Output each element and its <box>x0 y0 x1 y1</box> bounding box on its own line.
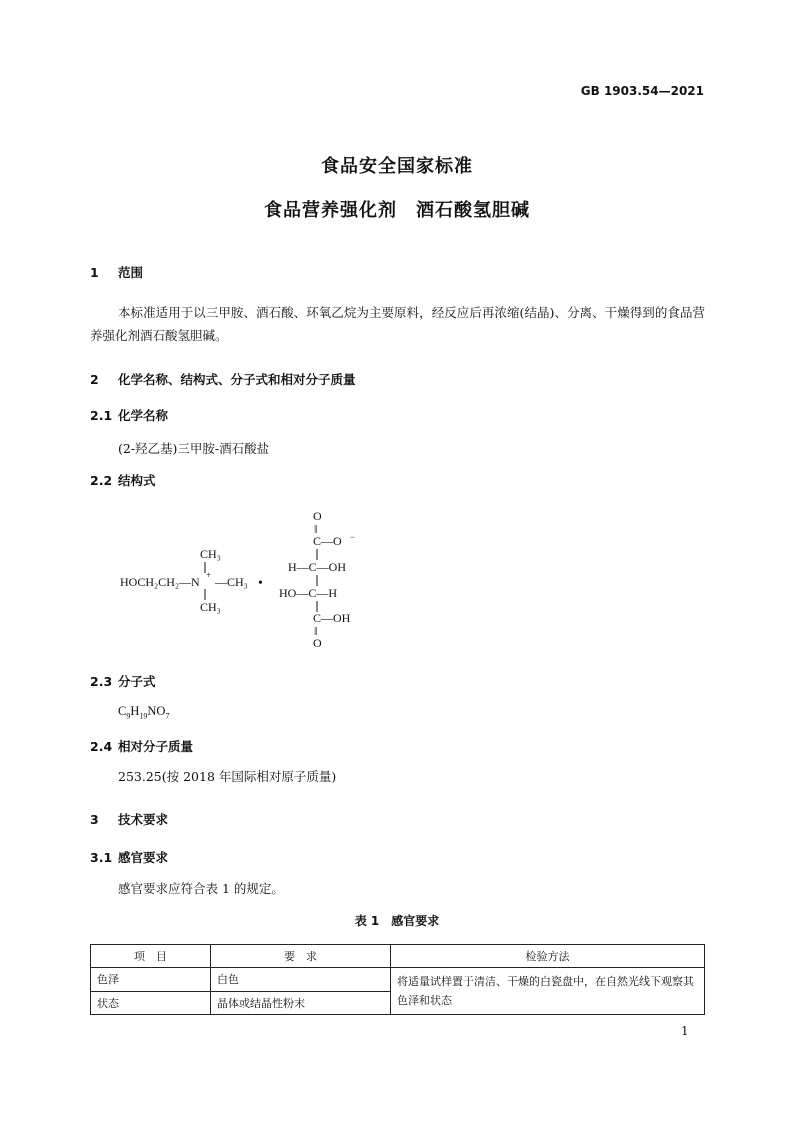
sub-title: 食品营养强化剂 酒石酸氢胆碱 <box>264 200 530 221</box>
section-title: 分子式 <box>118 674 156 689</box>
section-number: 3 <box>90 812 99 827</box>
minus-charge: − <box>350 532 356 542</box>
chiral-row-1: H—C—OH <box>288 560 347 574</box>
row-method: 将适量试样置于清洁、干燥的白瓷盘中，在自然光线下观察其色泽和状态 <box>391 968 705 1015</box>
cation-left: HOCH₂CH₂—N <box>120 575 200 589</box>
standard-code: GB 1903.54—2021 <box>580 84 704 98</box>
scope-paragraph: 本标准适用于以三甲胺、酒石酸、环氧乙烷为主要原料，经反应后再浓缩(结晶)、分离、干燥得到的食品营养强化剂酒石酸氢胆碱。 <box>90 305 705 343</box>
section-2-2-heading <box>90 471 156 489</box>
row-requirement: 晶体或结晶性粉末 <box>211 991 391 1015</box>
section-2-heading <box>90 370 356 388</box>
section-title: 技术要求 <box>118 812 169 827</box>
o-bottom: O <box>313 636 322 650</box>
molecular-weight: 253.25(按 2018 年国际相对原子质量) <box>118 769 337 784</box>
section-title: 化学名称 <box>118 408 169 423</box>
section-title: 结构式 <box>118 473 156 488</box>
plus-charge: + <box>206 570 212 580</box>
section-title: 范围 <box>118 265 144 280</box>
sensory-table <box>90 944 705 1015</box>
section-2-1-heading <box>90 406 168 424</box>
section-number: 3.1 <box>90 850 113 865</box>
double-bond-2: ‖ <box>314 624 318 638</box>
section-title: 化学名称、结构式、分子式和相对分子质量 <box>118 372 356 387</box>
o-top: O <box>313 509 322 523</box>
carboxyl-row: C—OH <box>313 611 351 625</box>
table-row <box>91 968 705 992</box>
ionic-dot: • <box>258 576 263 591</box>
cation-right: —CH₃ <box>215 575 248 589</box>
section-number: 1 <box>90 265 99 280</box>
section-number: 2.3 <box>90 674 113 689</box>
section-1-heading <box>90 263 143 281</box>
table-caption: 表 1 感官要求 <box>354 914 440 928</box>
section-2-3-heading <box>90 672 156 690</box>
section-number: 2.1 <box>90 408 113 423</box>
carboxylate-row: C—O <box>313 534 342 548</box>
main-title: 食品安全国家标准 <box>321 156 473 177</box>
sensory-requirement-text: 感官要求应符合表 1 的规定。 <box>118 881 284 896</box>
section-title: 相对分子质量 <box>118 739 194 754</box>
row-item: 状态 <box>91 991 211 1015</box>
section-number: 2.4 <box>90 739 113 754</box>
structural-formula <box>110 505 390 655</box>
section-2-4-heading <box>90 737 193 755</box>
page-number: 1 <box>681 1024 689 1038</box>
molecular-formula: $C_9H_{19}NO_7$ <box>118 704 170 721</box>
chemical-name: (2-羟乙基)三甲胺-酒石酸盐 <box>118 441 270 456</box>
section-number: 2 <box>90 372 99 387</box>
row-requirement: 白色 <box>211 968 391 992</box>
ch3-top: CH₃ <box>200 547 221 561</box>
chiral-row-2: HO—C—H <box>279 586 338 600</box>
header-item: 项 目 <box>91 945 211 968</box>
section-3-1-heading <box>90 848 168 866</box>
section-title: 感官要求 <box>118 850 169 865</box>
ch3-bottom: CH₃ <box>200 600 221 614</box>
section-3-heading <box>90 810 168 828</box>
header-requirement: 要 求 <box>211 945 391 968</box>
section-number: 2.2 <box>90 473 113 488</box>
row-item: 色泽 <box>91 968 211 992</box>
double-bond-1: ‖ <box>314 522 318 536</box>
header-method: 检验方法 <box>391 945 705 968</box>
table-header-row <box>91 945 705 968</box>
